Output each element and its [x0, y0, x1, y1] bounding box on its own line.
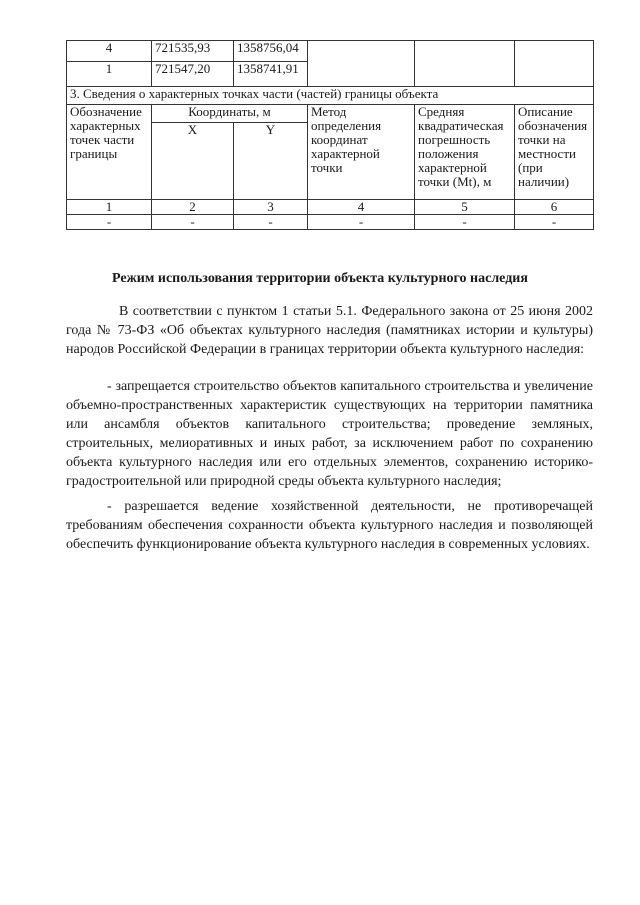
column-number: 1 [67, 200, 152, 215]
column-number: 5 [415, 200, 515, 215]
coord-x: 721547,20 [152, 62, 234, 87]
header-y: Y [234, 123, 308, 200]
header-coords: Координаты, м [152, 105, 308, 123]
coord-y: 1358756,04 [234, 41, 308, 62]
empty-cell [415, 41, 515, 87]
dash-cell: - [308, 215, 415, 230]
header-row [67, 105, 594, 123]
dash-cell: - [67, 215, 152, 230]
dash-cell: - [152, 215, 234, 230]
coord-y: 1358741,91 [234, 62, 308, 87]
paragraph-prohibition: - запрещается строительство объектов капитального строительства и увеличение объемно-пространственных характеристик существующих на территории памятника или ансамбля объектов капитального строительства; проведение земляных, строительных, мелиоративных и иных работ, за исключением работ по сохранению объекта культурного наследия или его отдельных элементов, сохранению историко-градостроительной или природной среды объекта культурного наследия; [66, 379, 593, 489]
coord-x: 721535,93 [152, 41, 234, 62]
empty-cell [308, 41, 415, 87]
column-number: 2 [152, 200, 234, 215]
boundary-points-table [66, 40, 594, 230]
header-description: Описание обозначения точки на местности (при наличии) [515, 105, 594, 200]
column-number: 6 [515, 200, 594, 215]
dash-cell: - [234, 215, 308, 230]
dash-cell: - [415, 215, 515, 230]
empty-data-row [67, 215, 594, 230]
section-title-row [67, 87, 594, 105]
empty-cell [515, 41, 594, 87]
column-number: 3 [234, 200, 308, 215]
section-title: 3. Сведения о характерных точках части (частей) границы объекта [67, 87, 594, 105]
section-heading: Режим использования территории объекта культурного наследия [112, 271, 528, 286]
paragraph-intro: В соответствии с пунктом 1 статьи 5.1. Федерального закона от 25 июня 2002 года № 73-ФЗ «Об объектах культурного наследия (памятниках истории и культуры) народов Российской Федерации в границах территории объекта культурного наследия: [66, 304, 593, 357]
point-number: 4 [67, 41, 152, 62]
header-method: Метод определения координат характерной точки [308, 105, 415, 200]
column-number: 4 [308, 200, 415, 215]
table-row [67, 41, 594, 62]
column-numbers-row [67, 200, 594, 215]
header-accuracy: Средняя квадратическая погрешность положения характерной точки (Mt), м [415, 105, 515, 200]
paragraph-permission: - разрешается ведение хозяйственной деятельности, не противоречащей требованиям обеспечения сохранности объекта культурного наследия и позволяющей обеспечить функционирование объекта культурного наследия в современных условиях. [66, 499, 593, 552]
header-designation: Обозначение характерных точек части границы [67, 105, 152, 200]
point-number: 1 [67, 62, 152, 87]
header-x: X [152, 123, 234, 200]
dash-cell: - [515, 215, 594, 230]
